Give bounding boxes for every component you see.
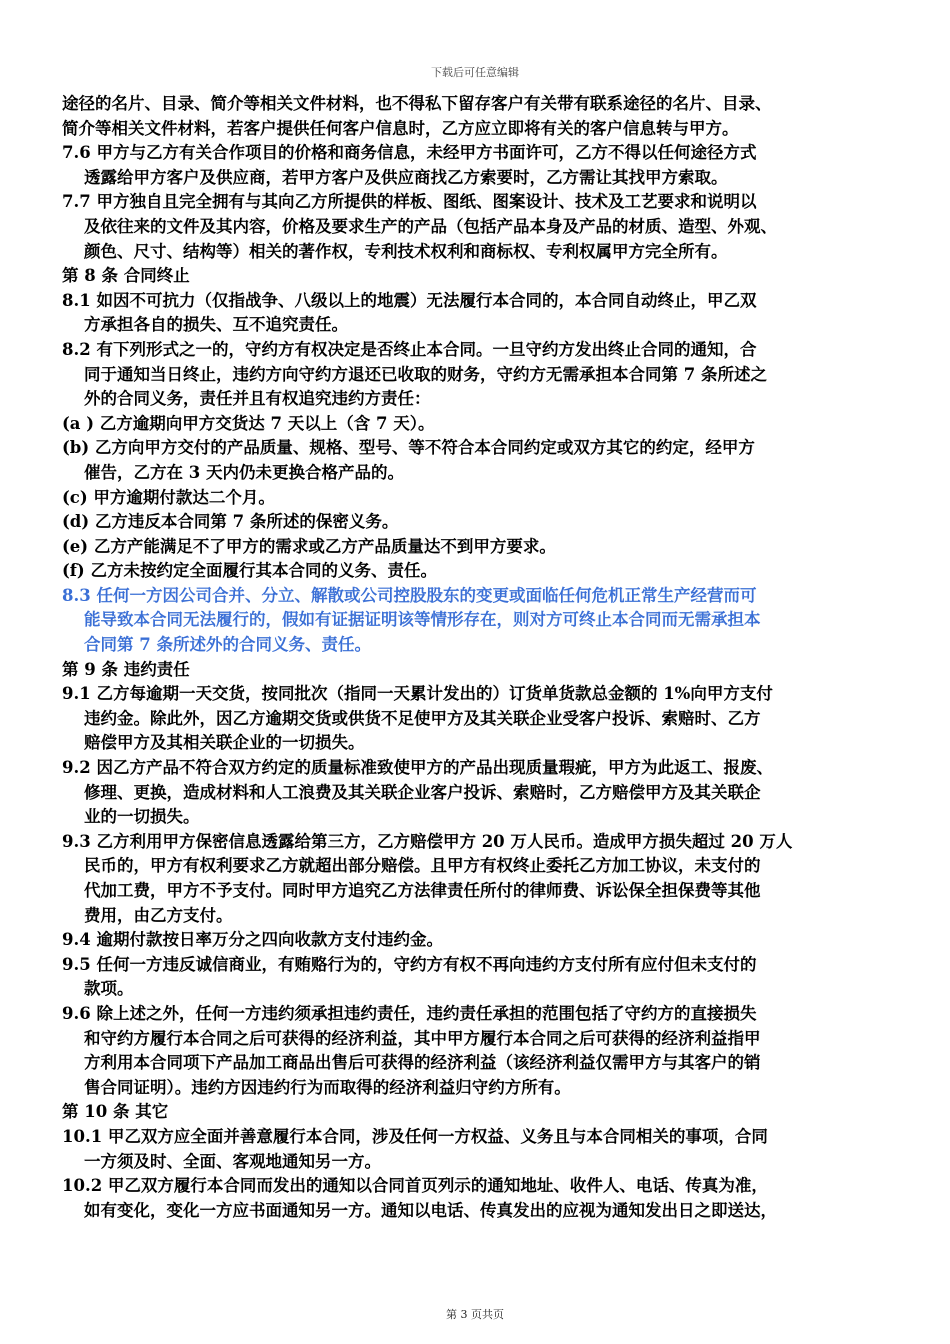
- text-line: 修理、更换，造成材料和人工浪费及其关联企业客户投诉、索赔时，乙方赔偿甲方及其关联企: [84, 782, 761, 802]
- text-line: 9.6 除上述之外，任何一方违约须承担违约责任，违约责任承担的范围包括了守约方的直接损失: [62, 1003, 757, 1023]
- text-line: 9.2 因乙方产品不符合双方约定的质量标准致使甲方的产品出现质量瑕疵，甲方为此返工、报废、: [62, 758, 773, 778]
- text-line: 同于通知当日终止，违约方向守约方退还已收取的财务，守约方无需承担本合同第 7 条所述之: [84, 364, 767, 384]
- text-line: 途径的名片、目录、简介等相关文件材料，也不得私下留存客户有关带有联系途径的名片、目录、: [62, 94, 772, 113]
- text-line: 业的一切损失。: [84, 807, 200, 827]
- text-line: (e) 乙方产能满足不了甲方的需求或乙方产品质量达不到甲方要求。: [62, 536, 556, 556]
- text-line: 和守约方履行本合同之后可获得的经济利益，其中甲方履行本合同之后可获得的经济利益指甲: [84, 1028, 761, 1048]
- text-line: 9.5 任何一方违反诚信商业，有贿赂行为的，守约方有权不再向违约方支付所有应付但未支付的: [62, 954, 757, 974]
- text-line: 8.1 如因不可抗力（仅指战争、八级以上的地震）无法履行本合同的，本合同自动终止，甲乙双: [62, 290, 757, 310]
- text-line: 10.2 甲乙双方履行本合同而发出的通知以合同首页列示的通知地址、收件人、电话、传真为准，: [62, 1176, 768, 1196]
- text-line: 8.2 有下列形式之一的，守约方有权决定是否终止本合同。一旦守约方发出终止合同的通知，合: [62, 339, 757, 359]
- text-line: 9.4 逾期付款按日率万分之四向收款方支付违约金。: [62, 930, 443, 950]
- text-line: 催告，乙方在 3 天内仍未更换合格产品的。: [84, 462, 404, 482]
- text-line: (c) 甲方逾期付款达二个月。: [62, 487, 275, 507]
- text-line: 9.3 乙方利用甲方保密信息透露给第三方，乙方赔偿甲方 20 万人民币。造成甲方损失超过 20 万人: [62, 831, 793, 851]
- text-line: (f) 乙方未按约定全面履行其本合同的义务、责任。: [62, 561, 437, 581]
- text-line: 颜色、尺寸、结构等）相关的著作权，专利技术权利和商标权、专利权属甲方完全所有。: [84, 241, 728, 261]
- text-line: 售合同证明）。违约方因违约行为而取得的经济利益归守约方所有。: [84, 1077, 571, 1097]
- text-line: 方利用本合同项下产品加工商品出售后可获得的经济利益（该经济利益仅需甲方与其客户的销: [84, 1053, 761, 1073]
- contract-body: [62, 92, 888, 1223]
- text-line: 简介等相关文件材料，若客户提供任何客户信息时，乙方应立即将有关的客户信息转与甲方。: [62, 118, 739, 138]
- text-line: 及依往来的文件及其内容，价格及要求生产的产品（包括产品本身及产品的材质、造型、外观、: [84, 216, 777, 236]
- text-line: 外的合同义务，责任并且有权追究违约方责任：: [84, 389, 431, 409]
- text-line: 民币的，甲方有权利要求乙方就超出部分赔偿。且甲方有权终止委托乙方加工协议，未支付的: [84, 856, 761, 876]
- page-footer: 第 3 页共页: [446, 1308, 504, 1321]
- text-line: 款项。: [84, 979, 134, 999]
- text-line: 费用，由乙方支付。: [84, 905, 233, 925]
- text-line: 赔偿甲方及其相关联企业的一切损失。: [84, 733, 365, 753]
- text-line: 能导致本合同无法履行的，假如有证据证明该等情形存在，则对方可终止本合同而无需承担本: [84, 610, 761, 630]
- text-line: (b) 乙方向甲方交付的产品质量、规格、型号、等不符合本合同约定或双方其它的约定，经甲方: [62, 438, 755, 458]
- text-line: 第 10 条 其它: [62, 1102, 169, 1122]
- text-line: 如有变化，变化一方应书面通知另一方。通知以电话、传真发出的应视为通知发出日之即送达，: [84, 1200, 777, 1220]
- text-line: 9.1 乙方每逾期一天交货，按同批次（指同一天累计发出的）订货单货款总金额的 1%向甲方支付: [62, 684, 773, 704]
- text-line: 7.6 甲方与乙方有关合作项目的价格和商务信息，未经甲方书面许可，乙方不得以任何途径方式: [62, 143, 757, 163]
- text-line: 10.1 甲乙双方应全面并善意履行本合同，涉及任何一方权益、义务且与本合同相关的事项，合同: [62, 1126, 768, 1146]
- text-line: 7.7 甲方独自且完全拥有与其向乙方所提供的样板、图纸、图案设计、技术及工艺要求和说明以: [62, 192, 757, 212]
- text-line: 违约金。除此外，因乙方逾期交货或供货不足使甲方及其关联企业受客户投诉、索赔时、乙方: [84, 708, 761, 728]
- text-line: 第 9 条 违约责任: [62, 659, 190, 679]
- text-line: (d) 乙方违反本合同第 7 条所述的保密义务。: [62, 512, 399, 532]
- page-header: 下载后可任意编辑: [431, 66, 519, 79]
- text-line: 代加工费，甲方不予支付。同时甲方追究乙方法律责任所付的律师费、诉讼保全担保费等其他: [84, 881, 761, 900]
- text-line: 第 8 条 合同终止: [62, 266, 190, 286]
- text-line: (a ) 乙方逾期向甲方交货达 7 天以上（含 7 天）。: [62, 413, 435, 433]
- text-line: 一方须及时、全面、客观地通知另一方。: [84, 1151, 381, 1171]
- text-line: 8.3 任何一方因公司合并、分立、解散或公司控股股东的变更或面临任何危机正常生产经营而可: [62, 585, 757, 605]
- text-line: 合同第 7 条所述外的合同义务、责任。: [84, 635, 371, 655]
- text-line: 方承担各自的损失、互不追究责任。: [84, 315, 348, 335]
- text-line: 透露给甲方客户及供应商，若甲方客户及供应商找乙方索要时，乙方需让其找甲方索取。: [84, 167, 728, 187]
